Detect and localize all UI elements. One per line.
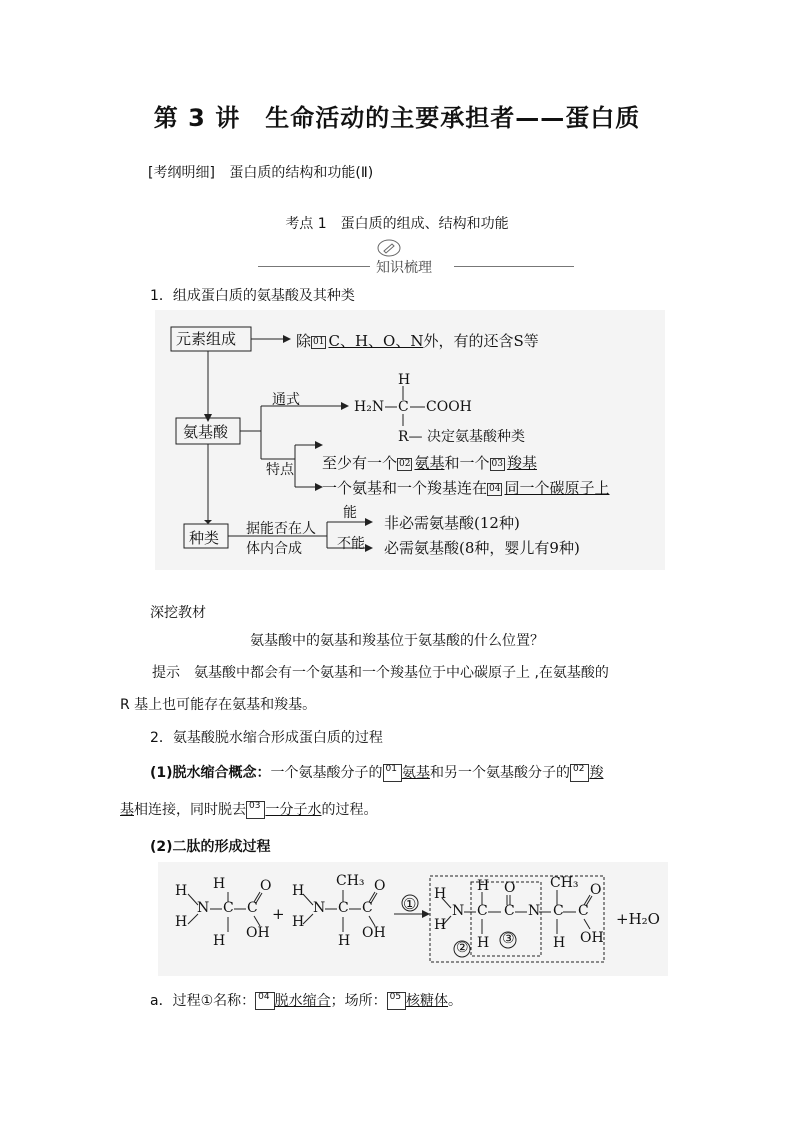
- line-a-end: 。: [448, 993, 463, 1009]
- blank-number-01: 01: [385, 764, 397, 774]
- pen-icon: [375, 238, 403, 258]
- blank-number-03: 03: [491, 459, 503, 469]
- kind-question-1: 据能否在人: [246, 521, 316, 537]
- dipeptide-reaction-diagram: [158, 862, 668, 976]
- kind-yes: 能: [343, 505, 357, 521]
- d-o: O: [504, 880, 516, 896]
- formula-r-note: — 决定氨基酸种类: [408, 429, 525, 445]
- sub1-answer-carboxyl-part2: 基: [120, 802, 134, 818]
- d-c-carboxyl: C: [578, 903, 589, 919]
- feature-label: 特点: [266, 462, 294, 478]
- feature1-mid: 和一个: [444, 454, 490, 472]
- section1-title: 1．组成蛋白质的氨基酸及其种类: [150, 288, 355, 304]
- blank-box-02: [570, 764, 589, 782]
- water-product: +H₂O: [616, 910, 660, 928]
- deep-label: 深挖教材: [150, 605, 206, 621]
- outline-text: 蛋白质的结构和功能(Ⅱ): [229, 165, 374, 181]
- step-3-label: ③: [502, 931, 515, 947]
- r2-n: N: [313, 900, 326, 916]
- element-suffix: 外，有的还含S等: [423, 332, 539, 350]
- blank-box-04: [255, 992, 274, 1010]
- formula-cooh: COOH: [426, 399, 472, 415]
- section2-title: 2．氨基酸脱水缩合形成蛋白质的过程: [150, 730, 383, 746]
- element-answer: C、H、O、N: [328, 332, 424, 350]
- r1-n: N: [197, 900, 210, 916]
- sub1-part4: 的过程。: [321, 802, 378, 818]
- r2-c-alpha: C: [338, 900, 349, 916]
- step-2-label: ②: [456, 940, 469, 956]
- r2-h-alpha: H: [338, 933, 351, 949]
- d-oh: OH: [580, 930, 604, 946]
- element-line: [296, 330, 539, 351]
- d-h-top: H: [434, 886, 447, 902]
- feature2-prefix: 一个氨基和一个羧基连在: [322, 479, 488, 497]
- r1-c-carboxyl: C: [247, 900, 258, 916]
- d-h-alpha2: H: [553, 935, 566, 951]
- line-a-answer-site: 核糖体: [406, 993, 449, 1009]
- blank-box-01: [383, 764, 402, 782]
- kind-box-label: 种类: [189, 529, 220, 547]
- outline-line: [148, 162, 373, 182]
- formula-top-h: H: [398, 372, 411, 388]
- hint-text: 氨基酸中都会有一个氨基和一个羧基位于中心碳原子上 ,在氨基酸的: [194, 665, 609, 681]
- deep-question: 氨基酸中的氨基和羧基位于氨基酸的什么位置？: [250, 633, 544, 649]
- sub1-part1: 一个氨基酸分子的: [270, 765, 383, 781]
- step-1-label: ①: [403, 895, 417, 913]
- line-a-label: a．过程①名称：: [150, 993, 256, 1009]
- blank-number-03: 03: [249, 801, 261, 811]
- sub1-label: (1)脱水缩合概念：: [150, 765, 271, 781]
- reactant-plus: +: [272, 905, 285, 923]
- formula-r-symbol: R: [398, 429, 409, 445]
- outline-label: [考纲明细]: [148, 165, 215, 181]
- sub1-part3: 相连接，同时脱去: [134, 802, 246, 818]
- feature1-answer-amino: 氨基: [414, 454, 445, 472]
- page-title: 第 3 讲 生命活动的主要承担者——蛋白质: [153, 104, 641, 132]
- divider-right: [454, 266, 574, 267]
- sub1-answer-water: 一分子水: [265, 802, 322, 818]
- blank-number-04: 04: [258, 992, 270, 1002]
- d-c-peptide: C: [504, 903, 515, 919]
- blank-number-01: 01: [313, 337, 325, 347]
- exam-point: 考点 1 蛋白质的组成、结构和功能: [285, 216, 509, 232]
- sub1-line-2: [120, 799, 377, 819]
- feature1-answer-carboxyl: 羧基: [506, 454, 537, 472]
- blank-box-05: [387, 992, 406, 1010]
- d-o2: O: [590, 882, 602, 898]
- kind-yes-result: 非必需氨基酸(12种): [384, 514, 520, 532]
- r2-ch3: CH₃: [336, 873, 365, 889]
- feature-line-2: [322, 477, 609, 498]
- r2-h-top: H: [292, 883, 305, 899]
- sub1-answer-amino: 氨基: [402, 765, 430, 781]
- formula-c: C: [398, 399, 409, 415]
- amino-box-label: 氨基酸: [183, 423, 229, 441]
- d-h-alpha1: H: [477, 878, 490, 894]
- kind-question-2: 体内合成: [246, 541, 302, 557]
- hint-line-1: [152, 662, 609, 682]
- feature1-prefix: 至少有一个: [322, 454, 398, 472]
- blank-number-05: 05: [389, 992, 402, 1002]
- line-a-mid: ；场所：: [330, 993, 387, 1009]
- hint-line-2: R 基上也可能存在氨基和羧基。: [120, 697, 317, 713]
- sub1-line-1: [150, 762, 603, 782]
- r1-h-top: H: [175, 883, 188, 899]
- r1-o: O: [260, 878, 272, 894]
- r1-c-alpha: C: [223, 900, 234, 916]
- sub2-title: (2)二肽的形成过程: [150, 839, 271, 855]
- sub1-part2: 和另一个氨基酸分子的: [430, 765, 570, 781]
- d-n2: N: [528, 903, 541, 919]
- d-ch3: CH₃: [550, 875, 579, 891]
- element-box-label: 元素组成: [176, 330, 237, 348]
- feature2-answer: 同一个碳原子上: [504, 479, 610, 497]
- d-n1: N: [452, 903, 465, 919]
- d-h-bottom: H: [434, 917, 447, 933]
- divider-left: [258, 266, 370, 267]
- line-a: [150, 990, 462, 1010]
- blank-number-02: 02: [399, 459, 411, 469]
- r1-oh: OH: [246, 925, 270, 941]
- kind-no-result: 必需氨基酸(8种，婴儿有9种): [384, 539, 580, 557]
- hint-label: 提示: [152, 665, 180, 681]
- r1-h-alpha-bottom: H: [213, 933, 226, 949]
- formula-r: [398, 426, 525, 446]
- sub1-answer-carboxyl-part1: 羧: [589, 765, 604, 781]
- feature-line-1: [322, 452, 537, 473]
- r1-h-bottom: H: [175, 914, 188, 930]
- d-c-alpha1: C: [477, 903, 488, 919]
- blank-box-03: [246, 801, 265, 819]
- r2-o: O: [374, 878, 386, 894]
- r2-c-carboxyl: C: [362, 900, 373, 916]
- formula-h2n: H₂N: [354, 399, 385, 415]
- kind-no: 不能: [337, 536, 365, 552]
- d-c-alpha2: C: [553, 903, 564, 919]
- r2-oh: OH: [362, 925, 386, 941]
- knowledge-label: 知识梳理: [376, 260, 432, 276]
- line-a-answer-process: 脱水缩合: [274, 993, 331, 1009]
- r1-h-alpha: H: [213, 876, 226, 892]
- d-h-alpha1-bottom: H: [477, 935, 490, 951]
- blank-number-02: 02: [573, 764, 585, 774]
- blank-number-04: 04: [489, 484, 501, 494]
- formula-label: 通式: [272, 392, 300, 408]
- r2-h-bottom: H: [292, 914, 305, 930]
- element-prefix: 除: [296, 332, 312, 350]
